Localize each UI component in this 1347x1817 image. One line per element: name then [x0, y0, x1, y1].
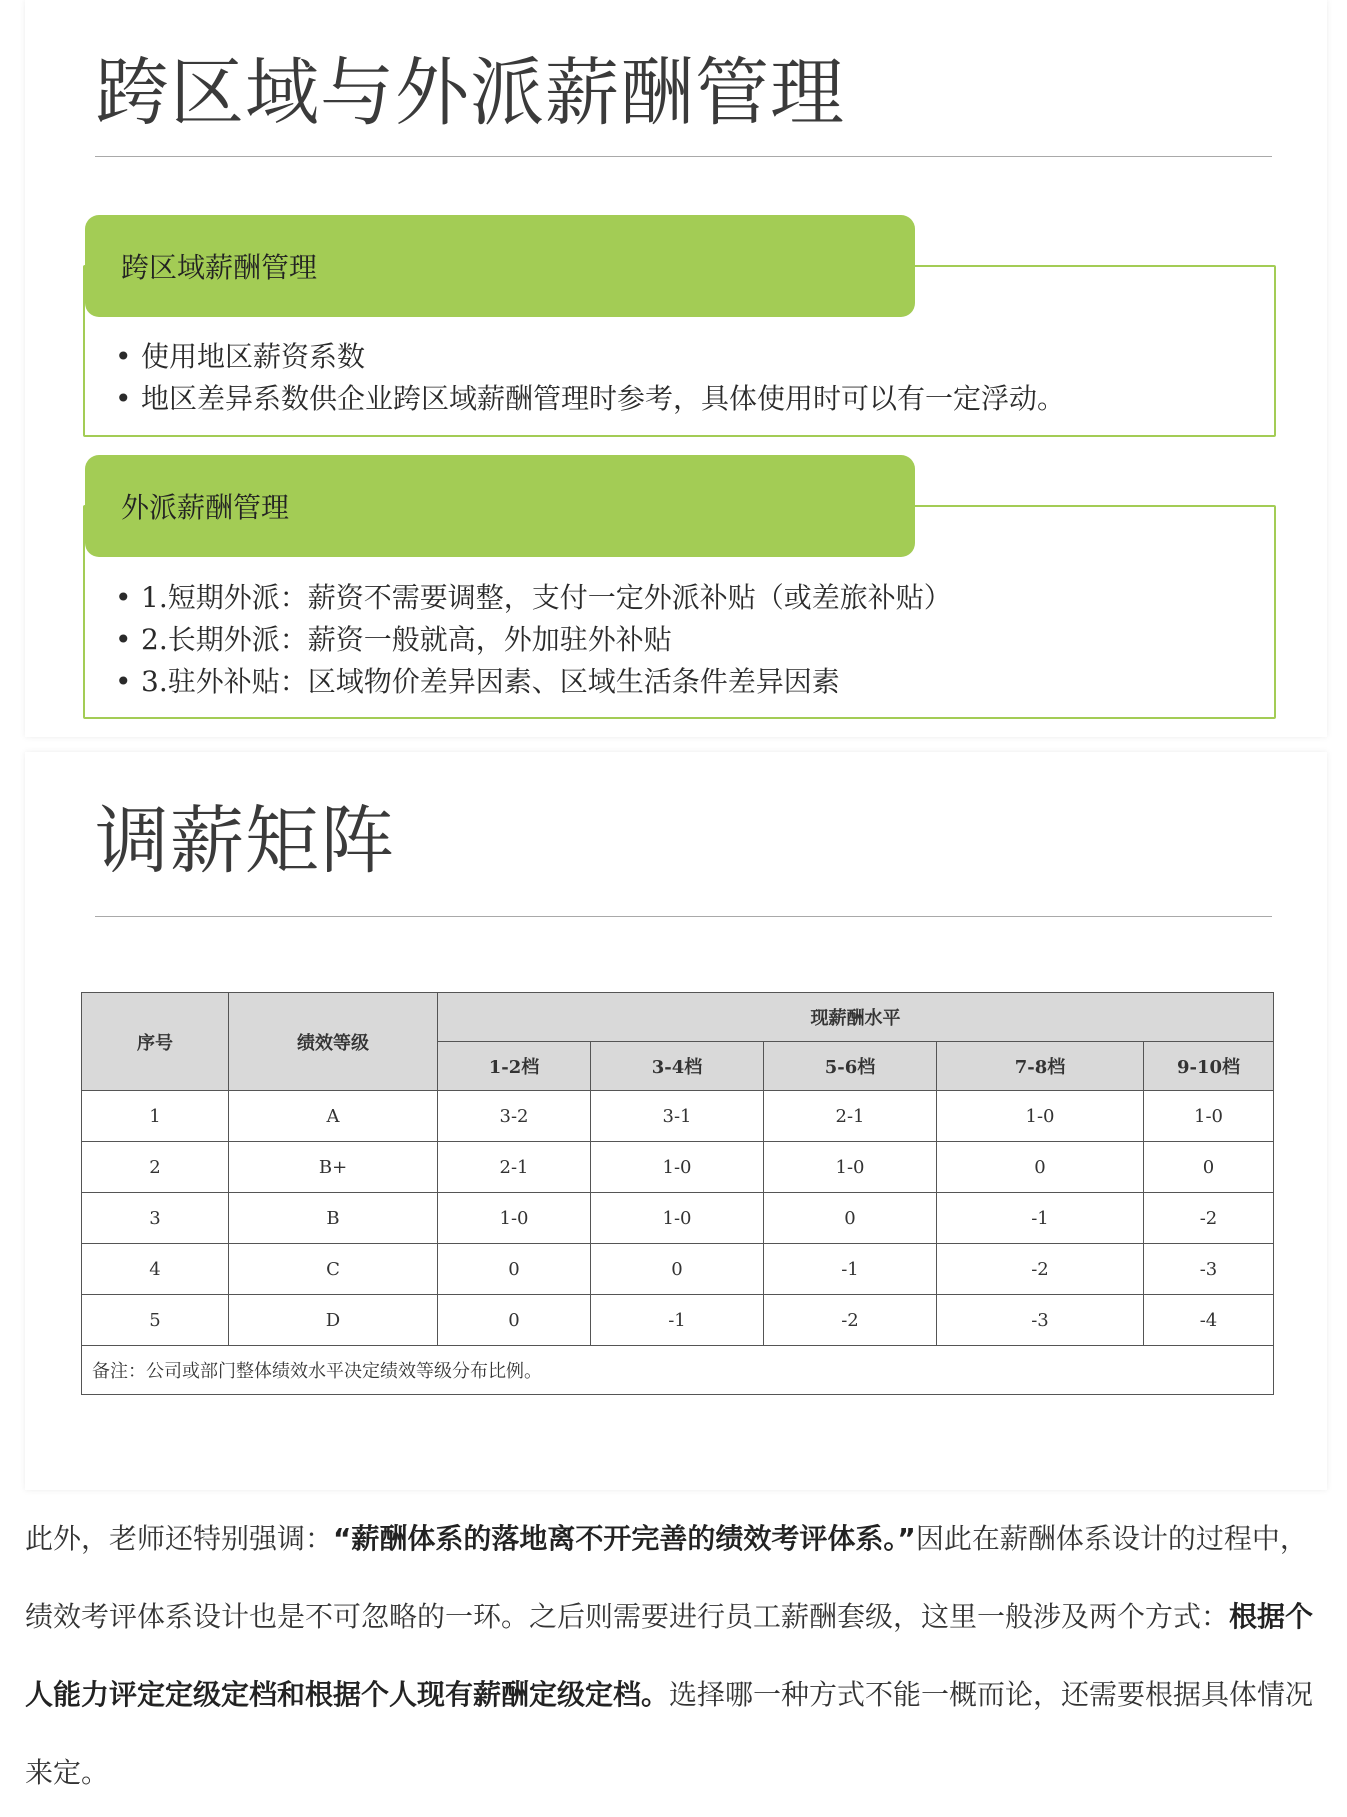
list-item: • 2.长期外派：薪资一般就高，外加驻外补贴	[115, 619, 952, 661]
cell-index: 4	[82, 1244, 229, 1295]
cell-value: 0	[438, 1244, 591, 1295]
cell-value: 0	[591, 1244, 764, 1295]
cell-value: -1	[937, 1193, 1144, 1244]
cell-value: 2-1	[438, 1142, 591, 1193]
header-level: 9-10档	[1144, 1042, 1274, 1091]
table-row	[82, 1193, 1274, 1244]
text-segment: 因此在薪酬体系设计的过程中，绩效考评体系设计也是不可忽略的一环。之后则需要进行员工薪酬套级，这里一般涉及两个方式：	[25, 1522, 1308, 1633]
list-item: • 使用地区薪资系数	[115, 336, 1065, 378]
header-level: 5-6档	[764, 1042, 937, 1091]
table-row	[82, 1091, 1274, 1142]
header-level: 7-8档	[937, 1042, 1144, 1091]
cell-value: 1-0	[438, 1193, 591, 1244]
cell-value: 0	[438, 1295, 591, 1346]
cell-value: -2	[1144, 1193, 1274, 1244]
cell-index: 5	[82, 1295, 229, 1346]
text-segment: 此外，老师还特别强调：	[25, 1522, 334, 1555]
cell-value: 1-0	[764, 1142, 937, 1193]
group-header-cross-region: 跨区域薪酬管理	[85, 215, 915, 317]
cell-value: 3-2	[438, 1091, 591, 1142]
cell-value: -1	[591, 1295, 764, 1346]
cell-index: 2	[82, 1142, 229, 1193]
slide-title: 调薪矩阵	[95, 798, 395, 884]
article-paragraph	[25, 1500, 1330, 1812]
table-note: 备注：公司或部门整体绩效水平决定绩效等级分布比例。	[82, 1346, 1274, 1395]
group-header-expat: 外派薪酬管理	[85, 455, 915, 557]
cell-value: 3-1	[591, 1091, 764, 1142]
slide-cross-region-pay	[25, 0, 1327, 737]
cell-value: -3	[937, 1295, 1144, 1346]
header-grade: 绩效等级	[229, 993, 438, 1091]
cell-value: 1-0	[937, 1091, 1144, 1142]
cell-grade: C	[229, 1244, 438, 1295]
bullet-list-cross-region	[115, 336, 1065, 420]
cell-value: -2	[764, 1295, 937, 1346]
raise-matrix-table	[81, 992, 1274, 1395]
emphasis-quote: “薪酬体系的落地离不开完善的绩效考评体系。”	[333, 1522, 916, 1555]
bullet-dot-icon: •	[115, 665, 132, 698]
text-segment: 选择哪一种方式不能一概而论，还需要根据具体情况来定。	[25, 1678, 1314, 1789]
cell-index: 1	[82, 1091, 229, 1142]
cell-grade: D	[229, 1295, 438, 1346]
bullet-dot-icon: •	[115, 581, 132, 614]
bullet-dot-icon: •	[115, 623, 132, 656]
bullet-list-expat	[115, 577, 952, 703]
list-item: • 1.短期外派：薪资不需要调整，支付一定外派补贴（或差旅补贴）	[115, 577, 952, 619]
emphasis-methods: 根据个人能力评定定级定档和根据个人现有薪酬定级定档。	[25, 1600, 1314, 1711]
list-item: • 3.驻外补贴：区域物价差异因素、区域生活条件差异因素	[115, 661, 952, 703]
cell-value: -2	[937, 1244, 1144, 1295]
cell-value: 0	[937, 1142, 1144, 1193]
cell-value: 0	[1144, 1142, 1274, 1193]
cell-value: 0	[764, 1193, 937, 1244]
slide-raise-matrix	[25, 752, 1327, 1490]
cell-value: -3	[1144, 1244, 1274, 1295]
title-divider	[95, 916, 1272, 917]
slide-title: 跨区域与外派薪酬管理	[95, 50, 845, 136]
header-level: 1-2档	[438, 1042, 591, 1091]
cell-value: -4	[1144, 1295, 1274, 1346]
header-level: 3-4档	[591, 1042, 764, 1091]
cell-value: 1-0	[1144, 1091, 1274, 1142]
cell-index: 3	[82, 1193, 229, 1244]
cell-value: -1	[764, 1244, 937, 1295]
header-current-pay-level: 现薪酬水平	[438, 993, 1274, 1042]
cell-value: 1-0	[591, 1193, 764, 1244]
cell-grade: B+	[229, 1142, 438, 1193]
title-divider	[95, 156, 1272, 157]
cell-grade: B	[229, 1193, 438, 1244]
bullet-dot-icon: •	[115, 340, 132, 373]
table-row	[82, 1295, 1274, 1346]
table-row	[82, 1142, 1274, 1193]
cell-value: 2-1	[764, 1091, 937, 1142]
list-item: • 地区差异系数供企业跨区域薪酬管理时参考，具体使用时可以有一定浮动。	[115, 378, 1065, 420]
table-note-row	[82, 1346, 1274, 1395]
cell-value: 1-0	[591, 1142, 764, 1193]
table-row	[82, 1244, 1274, 1295]
header-index: 序号	[82, 993, 229, 1091]
bullet-dot-icon: •	[115, 382, 132, 415]
cell-grade: A	[229, 1091, 438, 1142]
